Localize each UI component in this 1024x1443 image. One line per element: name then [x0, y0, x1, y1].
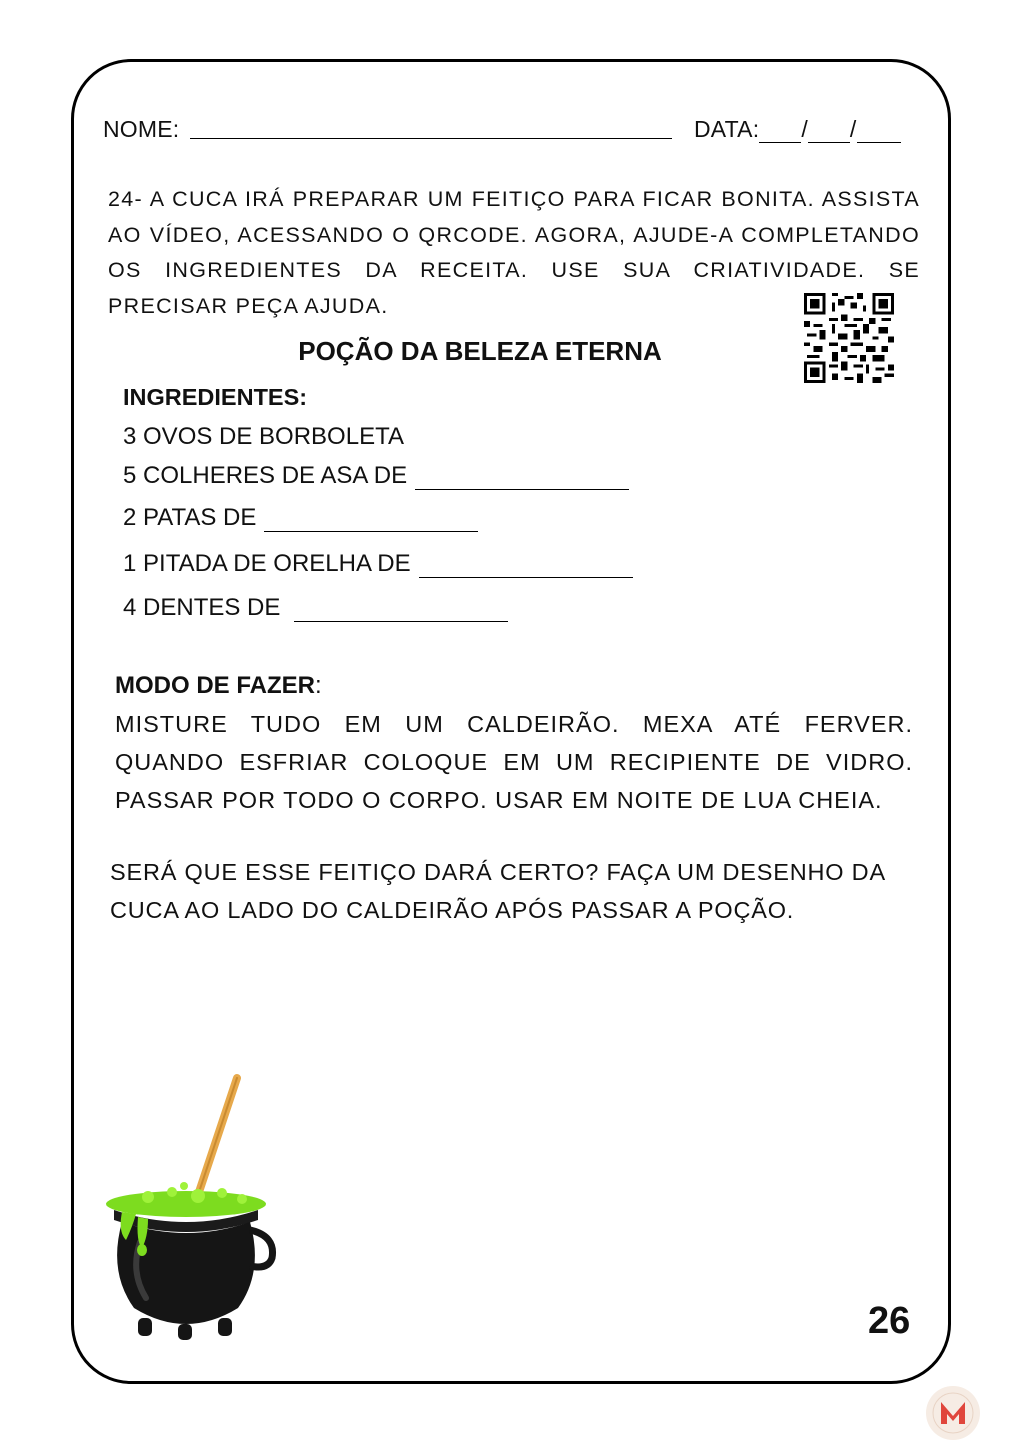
page-number: 26 — [868, 1300, 911, 1342]
instructions: 24- A CUCA IRÁ PREPARAR UM FEITIÇO PARA FICAR BONITA. ASSISTA AO VÍDEO, ACESSANDO O QRCODE. AGORA, AJUDE-A COMPLETANDO OS INGREDIENTES DA RECEITA. USE SUA CRIATIVIDADE. SE PRECISAR PEÇA AJUDA. — [108, 187, 920, 318]
date-year-blank[interactable] — [857, 122, 901, 143]
method-heading: MODO DE FAZER: — [115, 672, 322, 699]
cauldron-icon — [100, 1072, 280, 1344]
recipe-title: POÇÃO DA BELEZA ETERNA — [298, 336, 662, 366]
ingredient-blank[interactable] — [415, 465, 629, 490]
date-label: DATA: — [694, 116, 760, 142]
ingredients-heading: INGREDIENTES: — [123, 384, 308, 410]
drawing-prompt: SERÁ QUE ESSE FEITIÇO DARÁ CERTO? FAÇA UM DESENHO DA CUCA AO LADO DO CALDEIRÃO APÓS PASSAR A POÇÃO. — [110, 859, 885, 923]
date-day-blank[interactable] — [759, 122, 801, 143]
qr-code-icon[interactable] — [804, 293, 894, 383]
name-label: NOME: — [103, 116, 180, 142]
date-field[interactable] — [694, 116, 901, 143]
ingredient-blank[interactable] — [264, 507, 478, 532]
date-month-blank[interactable] — [808, 122, 850, 143]
name-field[interactable] — [190, 138, 672, 139]
ingredient-blank[interactable] — [294, 597, 508, 622]
ingredient-item: 1 PITADA DE ORELHA DE — [123, 550, 633, 578]
publisher-logo-icon — [924, 1384, 982, 1442]
date-separator: / — [849, 116, 857, 142]
ingredient-item: 4 DENTES DE — [123, 594, 508, 622]
ingredient-item: 5 COLHERES DE ASA DE — [123, 462, 629, 490]
ingredient-item: 2 PATAS DE — [123, 504, 478, 532]
date-separator: / — [801, 116, 808, 142]
ingredient-blank[interactable] — [419, 553, 633, 578]
method-text: MISTURE TUDO EM UM CALDEIRÃO. MEXA ATÉ FERVER. QUANDO ESFRIAR COLOQUE EM UM RECIPIENTE DE VIDRO. PASSAR POR TODO O CORPO. USAR EM NOITE DE LUA CHEIA. — [115, 711, 913, 813]
ingredient-item: 3 OVOS DE BORBOLETA — [123, 423, 404, 450]
